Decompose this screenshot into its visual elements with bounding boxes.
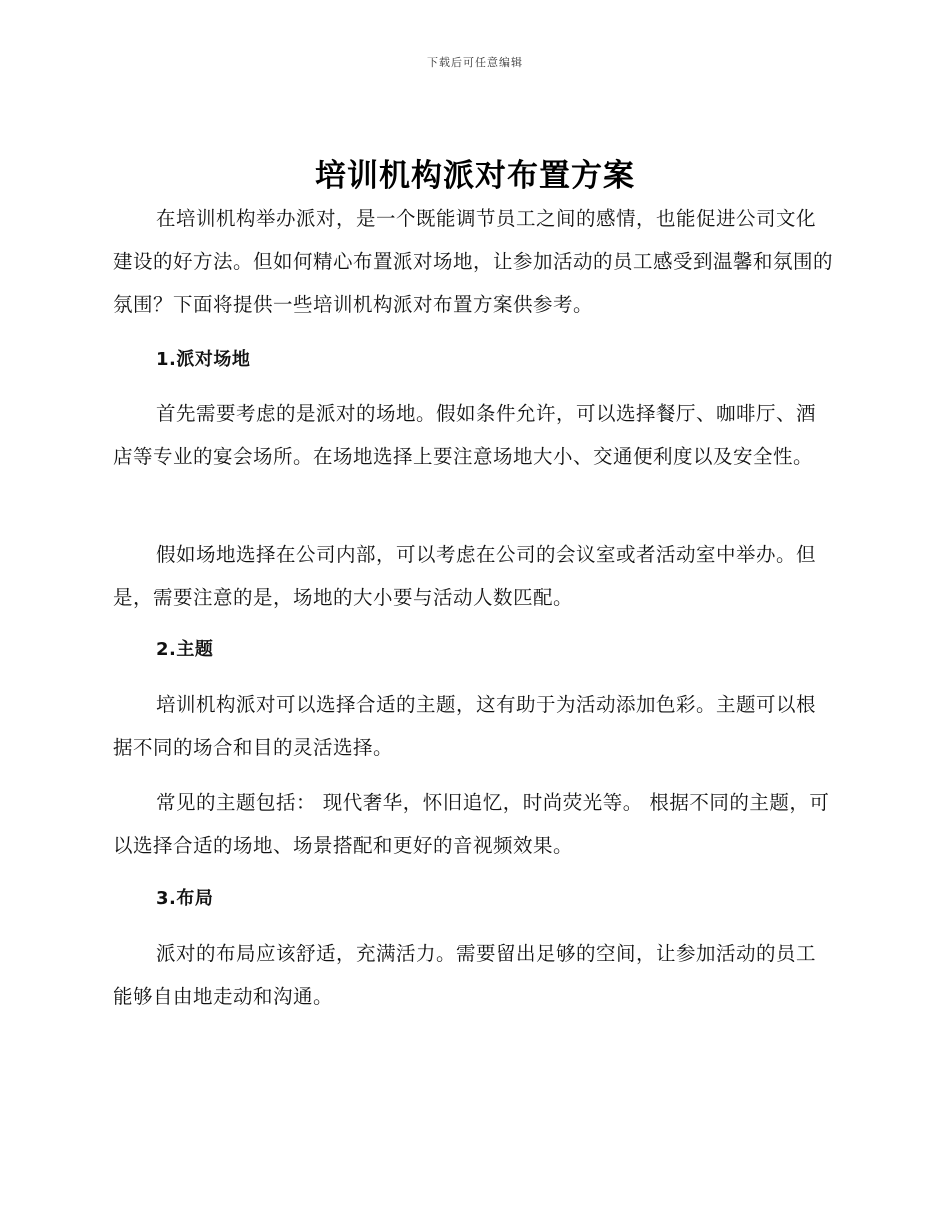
page-title: 培训机构派对布置方案 xyxy=(315,158,635,194)
section-heading: 1.派对场地 xyxy=(156,349,251,370)
section-2 xyxy=(113,628,833,671)
section-3 xyxy=(113,877,833,920)
intro-paragraph: 在培训机构举办派对，是一个既能调节员工之间的感情，也能促进公司文化建设的好方法。但如何精心布置派对场地，让参加活动的员工感受到温馨和氛围的氛围？下面将提供一些培训机构派对布置方案供参考。 xyxy=(113,207,834,316)
section-1 xyxy=(113,338,833,381)
section-heading: 2.主题 xyxy=(156,639,214,660)
section-1-para-2 xyxy=(113,533,833,619)
section-1-para-1 xyxy=(113,392,833,478)
section-2-para-1 xyxy=(113,683,833,769)
paragraph: 假如场地选择在公司内部，可以考虑在公司的会议室或者活动室中举办。但是，需要注意的是，场地的大小要与活动人数匹配。 xyxy=(113,543,817,609)
section-heading: 3.布局 xyxy=(156,888,214,909)
paragraph: 培训机构派对可以选择合适的主题，这有助于为活动添加色彩。主题可以根据不同的场合和目的灵活选择。 xyxy=(113,693,817,759)
section-2-para-2 xyxy=(113,781,833,867)
header-note: 下载后可任意编辑 xyxy=(427,56,523,69)
intro-block xyxy=(113,197,833,326)
section-3-para-1 xyxy=(113,932,833,1018)
paragraph: 常见的主题包括： 现代奢华，怀旧追忆，时尚荧光等。 根据不同的主题，可以选择合适的场地、场景搭配和更好的音视频效果。 xyxy=(113,791,830,857)
paragraph: 派对的布局应该舒适，充满活力。需要留出足够的空间，让参加活动的员工能够自由地走动和沟通。 xyxy=(113,942,817,1008)
paragraph: 首先需要考虑的是派对的场地。假如条件允许，可以选择餐厅、咖啡厅、酒店等专业的宴会场所。在场地选择上要注意场地大小、交通便利度以及安全性。 xyxy=(113,402,817,468)
